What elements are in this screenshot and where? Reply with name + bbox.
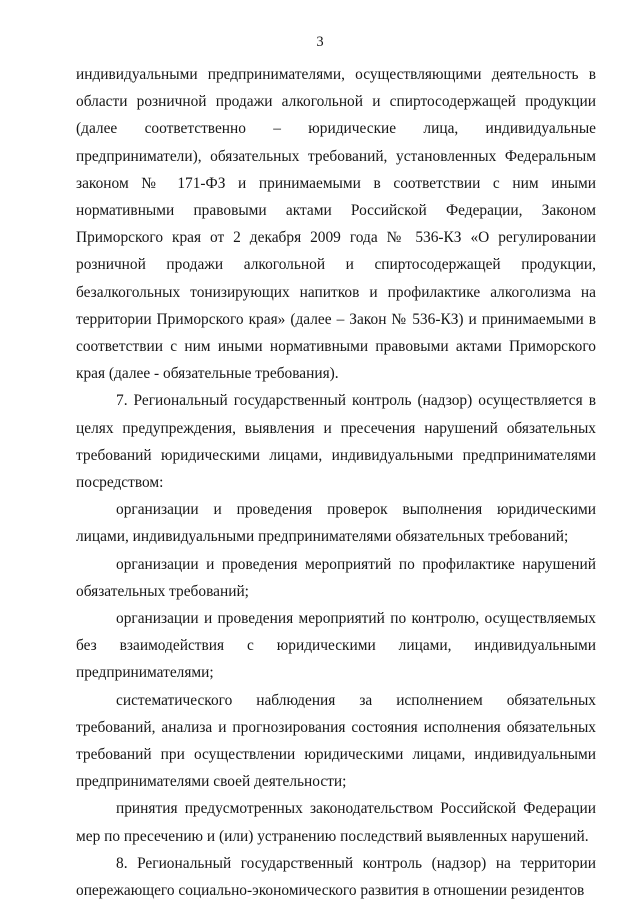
paragraph-7: 7. Региональный государственный контроль (надзор) осуществляется в целях предупреждения, выявления и пресечения нарушений обязательных требований юридическими лицами, индивидуальными предпринимателями посредством:: [76, 392, 596, 492]
list-item-inspections: организации и проведения проверок выполнения юридическими лицами, индивидуальными предпринимателями обязательных требований;: [76, 501, 596, 546]
list-item-systematic-observation: систематического наблюдения за исполнением обязательных требований, анализа и прогнозирования состояния исполнения обязательных требований при осуществлении юридическими лицами, индивидуальными предпринимателями своей деятельности;: [76, 691, 596, 791]
page-number: 3: [316, 34, 324, 50]
paragraph-continuation: индивидуальными предпринимателями, осуществляющими деятельность в области розничной продажи алкогольной и спиртосодержащей продукции (далее соответственно – юридические лица, индивидуальные предприниматели), обязательных требований, установленных Федеральным законом № 171-ФЗ и принимаемыми в соответствии с ним иными нормативными правовыми актами Российской Федерации, Законом Приморского края от 2 декабря 2009 года № 536-КЗ «О регулировании розничной продажи алкогольной и спиртосодержащей продукции, безалкогольных тонизирующих напитков и профилактике алкоголизма на территории Приморского края» (далее – Закон № 536-КЗ) и принимаемыми в соответствии с ним иными нормативными правовыми актами Приморского края (далее - обязательные требования).: [76, 66, 596, 383]
paragraph-8: 8. Региональный государственный контроль (надзор) на территории опережающего социально-экономического развития в отношении резидентов: [76, 854, 596, 900]
list-item-measures: принятия предусмотренных законодательством Российской Федерации мер по пресечению и (или) устранению последствий выявленных нарушений.: [76, 800, 596, 845]
list-item-control-without-interaction: организации и проведения мероприятий по контролю, осуществляемых без взаимодействия с юридическими лицами, индивидуальными предпринимателями;: [76, 610, 596, 682]
document-body: [76, 61, 596, 904]
list-item-prevention: организации и проведения мероприятий по профилактике нарушений обязательных требований;: [76, 555, 596, 600]
